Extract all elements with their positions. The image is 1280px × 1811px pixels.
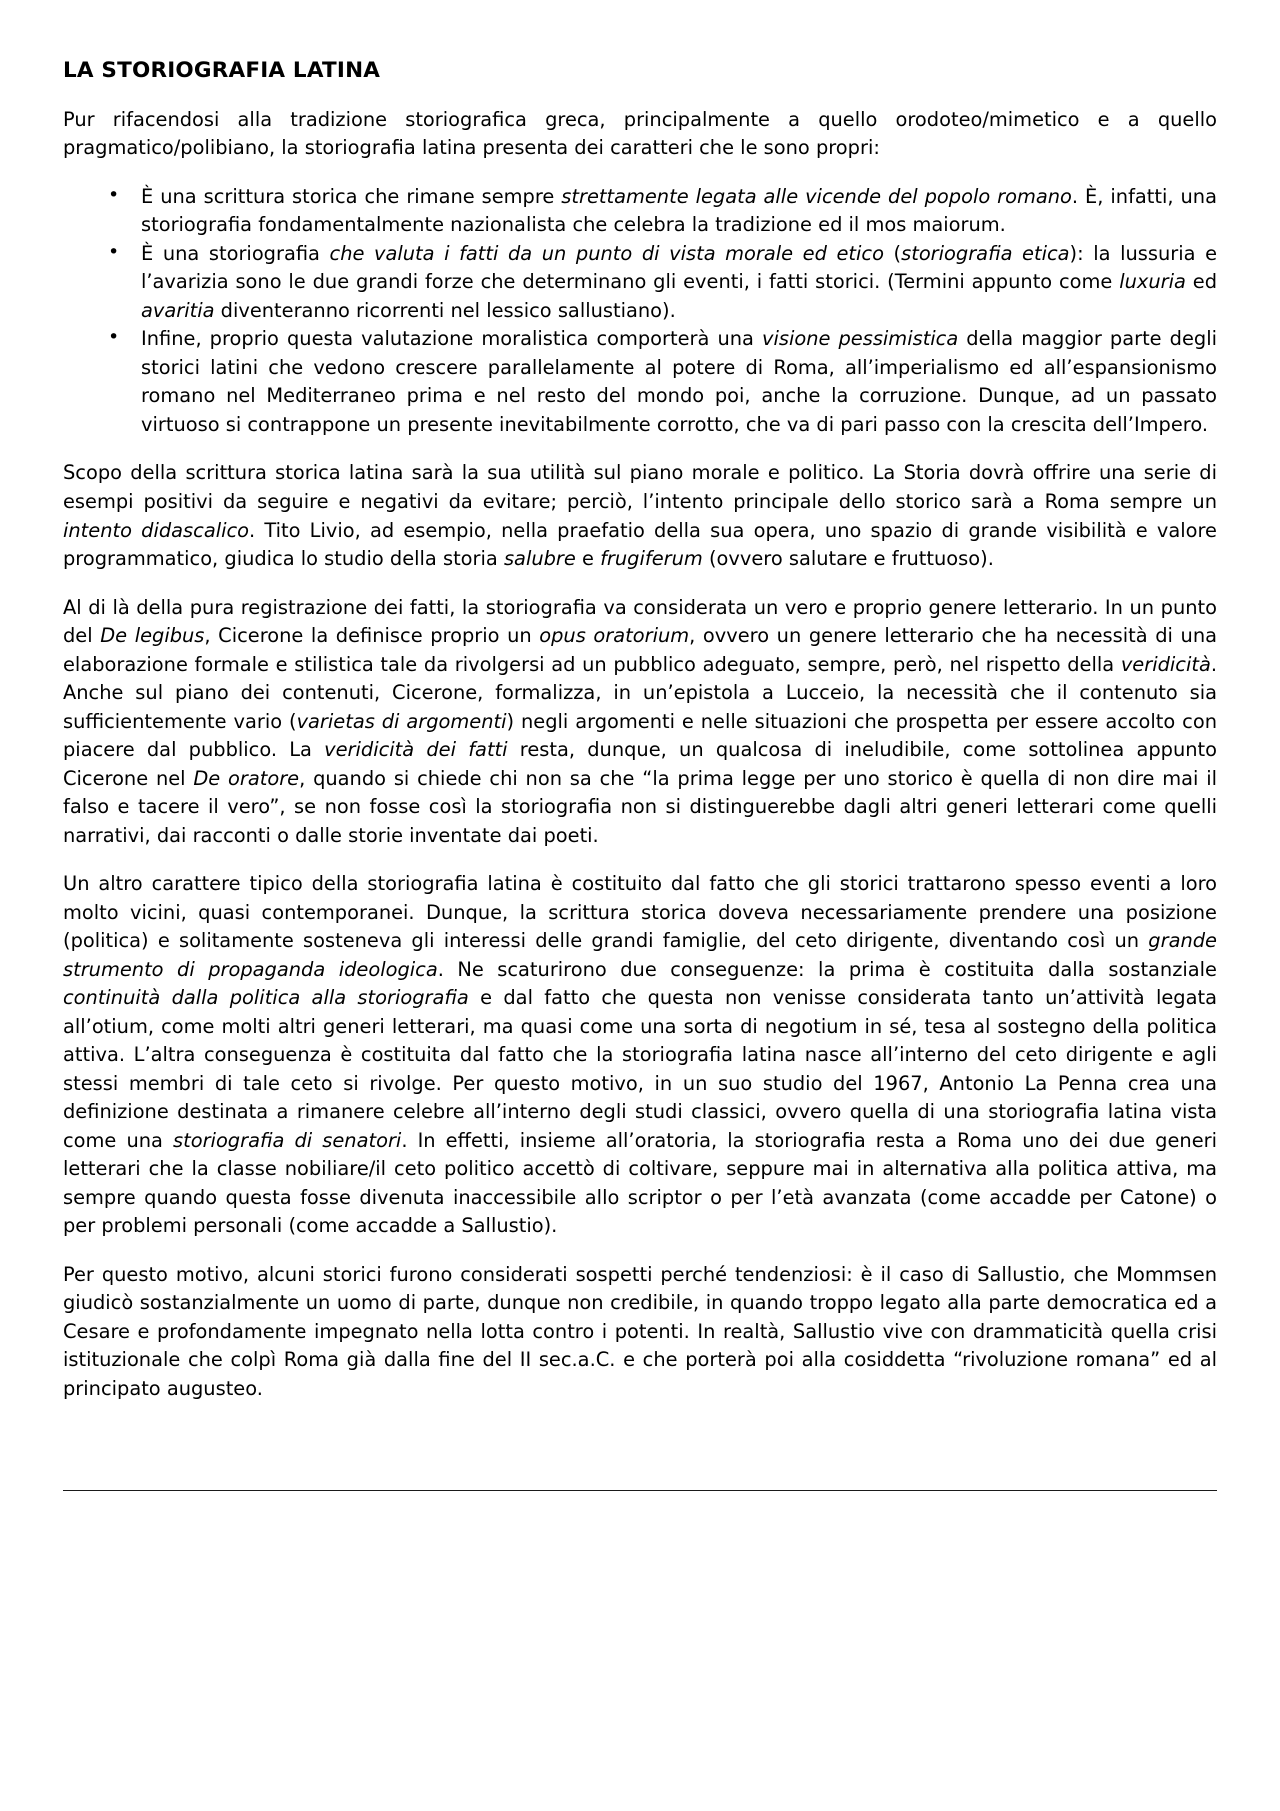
bullet-text-segment: diventeranno ricorrenti nel lessico sallustiano).: [214, 298, 676, 322]
bullet-text-segment: (: [883, 241, 902, 265]
bullet-emphasis: storiografia etica: [901, 241, 1070, 265]
footer-divider: [63, 1490, 1217, 1491]
bullet-text-segment: . È, infatti, una storiografia fondamentalmente nazionalista che celebra la tradizione ed il mos maiorum.: [141, 184, 1217, 237]
text-segment: Scopo della scrittura storica latina sarà la sua utilità sul piano morale e politico. La Storia dovrà offrire una serie di esempi positivi da seguire e negativi da evitare; perciò, l’intento principale dello storico sarà a Roma sempre un: [63, 461, 1217, 513]
bullet-text-segment: della maggior parte degli storici latini che vedono crescere parallelamente al potere di Roma, all’imperialismo ed all’espansionismo romano nel Mediterraneo prima e nel resto del mondo poi, anche la corruzione. Dunque, ad un passato virtuoso si contrappone un presente inevitabilmente corrotto, che va di pari passo con la crescita dell’Impero.: [141, 327, 1217, 436]
text-emphasis: salubre: [503, 547, 576, 571]
text-emphasis: veridicità dei fatti: [324, 738, 508, 762]
intro-paragraph: Pur rifacendosi alla tradizione storiografica greca, principalmente a quello orodoteo/mimetico e a quello pragmatico/polibiano, la storiografia latina presenta dei caratteri che le sono propri:: [63, 107, 1217, 160]
bullet-emphasis: visione pessimistica: [761, 327, 959, 351]
text-segment: Al di là della pura registrazione dei fatti, la storiografia va considerata un vero e proprio genere letterario. In un punto del: [63, 595, 1217, 648]
bullet-text-segment: ): la lussuria e l’avarizia sono le due grandi forze che determinano gli eventi, i fatti storici. (Termini appunto come: [141, 241, 1217, 294]
text-emphasis: De legibus: [100, 624, 205, 648]
page-title: LA STORIOGRAFIA LATINA: [63, 58, 381, 83]
text-emphasis: continuità dalla politica alla storiografia: [63, 986, 469, 1010]
bullet-emphasis: avaritia: [141, 298, 215, 322]
text-segment: (ovvero salutare e fruttuoso).: [702, 547, 994, 571]
text-segment: . Tito Livio, ad esempio, nella praefatio della sua opera, uno spazio di grande visibilità e valore programmatico, giudica lo studio della storia: [63, 518, 1217, 571]
spacer: [63, 1423, 1217, 1433]
bullet-emphasis: che valuta i fatti da un punto di vista morale ed etico: [329, 241, 884, 265]
text-segment: ) negli argomenti e nelle situazioni che prospetta per essere accolto con piacere dal pubblico. La: [63, 709, 1217, 762]
list-item: [63, 183, 1217, 240]
bullet-emphasis: strettamente legata alle vicende del popolo romano: [561, 184, 1072, 208]
text-emphasis: veridicità: [1120, 652, 1211, 676]
text-segment: , ovvero un genere letterario che ha necessità di una elaborazione formale e stilistica tale da rivolgersi ad un pubblico adeguato, sempre, però, nel rispetto della: [63, 624, 1217, 676]
text-emphasis: opus oratorium: [539, 624, 690, 648]
text-emphasis: varietas di argomenti: [296, 709, 507, 733]
characteristics-list: [63, 183, 1217, 440]
paragraph-scopo: [63, 459, 1217, 573]
text-segment: e dal fatto che questa non venisse considerata tanto un’attività legata all’otium, come molti altri generi letterari, ma quasi come una sorta di negotium in sé, tesa al sostegno della politica attiva. L’altra conseguenza è costituita dal fatto che la storiografia latina nasce all’interno del ceto dirigente e agli stessi membri di tale ceto si rivolge. Per questo motivo, in un suo studio del 1967, Antonio La Penna crea una definizione destinata a rimanere celebre all’interno degli studi classici, ovvero quella di una storiografia latina vista come una: [63, 986, 1217, 1152]
list-item: [63, 240, 1217, 326]
list-item: [63, 325, 1217, 439]
text-segment: , Cicerone la definisce proprio un: [204, 624, 540, 648]
text-segment: . In effetti, insieme all’oratoria, la storiografia resta a Roma uno dei due generi letterari che la classe nobiliare/il ceto politico accettò di coltivare, seppure mai in alternativa alla politica attiva, ma sempre quando questa fosse divenuta inaccessibile allo scriptor o per l’età avanzata (come accadde per Catone) o per problemi personali (come accadde a Sallustio).: [63, 1128, 1217, 1238]
bullet-text-segment: È una scrittura storica che rimane sempre: [141, 184, 562, 208]
text-emphasis: grande strumento di propaganda ideologica: [63, 929, 1217, 981]
text-emphasis: storiografia di senatori: [173, 1128, 402, 1152]
text-emphasis: intento didascalico: [63, 518, 249, 542]
paragraph-per-questo-motivo: Per questo motivo, alcuni storici furono considerati sospetti perché tendenziosi: è il caso di Sallustio, che Mommsen giudicò sostanzialmente un uomo di parte, dunque non credibile, in quando troppo legato alla parte democratica ed a Cesare e profondamente impegnato nella lotta contro i potenti. In realtà, Sallustio vive con drammaticità quella crisi istituzionale che colpì Roma già dalla fine del II sec.a.C. e che porterà poi alla cosiddetta “rivoluzione romana” ed al principato augusteo.: [63, 1262, 1217, 1400]
bullet-text-segment: È una storiografia: [141, 241, 330, 265]
text-segment: . Ne scaturirono due conseguenze: la prima è costituita dalla sostanziale: [437, 957, 1217, 981]
bullet-text-segment: ed: [1185, 270, 1217, 294]
paragraph-un-altro-carattere: [63, 870, 1217, 1241]
text-segment: , quando si chiede chi non sa che “la prima legge per uno storico è quella di non dire mai il falso e tacere il vero”, se non fosse così la storiografia non si distinguerebbe dagli altri generi letterari come quelli narrativi, dai racconti o dalle storie inventate dai poeti.: [63, 766, 1217, 847]
text-segment: e: [575, 547, 601, 571]
text-segment: . Anche sul piano dei contenuti, Cicerone, formalizza, in un’epistola a Lucceio, la necessità che il contenuto sia sufficientemente vario (: [63, 652, 1217, 733]
paragraph-al-di-la: [63, 594, 1217, 851]
text-segment: Un altro carattere tipico della storiografia latina è costituito dal fatto che gli storici trattarono spesso eventi a loro molto vicini, quasi contemporanei. Dunque, la scrittura storica doveva necessariamente prendere una posizione (politica) e solitamente sosteneva gli interessi delle grandi famiglie, del ceto dirigente, diventando così un: [63, 872, 1217, 953]
text-emphasis: De oratore: [193, 766, 300, 790]
text-segment: resta, dunque, un qualcosa di ineludibile, come sottolinea appunto Cicerone nel: [63, 738, 1218, 790]
bullet-emphasis: luxuria: [1119, 270, 1186, 294]
bullet-text-segment: Infine, proprio questa valutazione moralistica comporterà una: [141, 327, 762, 351]
text-emphasis: frugiferum: [600, 547, 703, 571]
